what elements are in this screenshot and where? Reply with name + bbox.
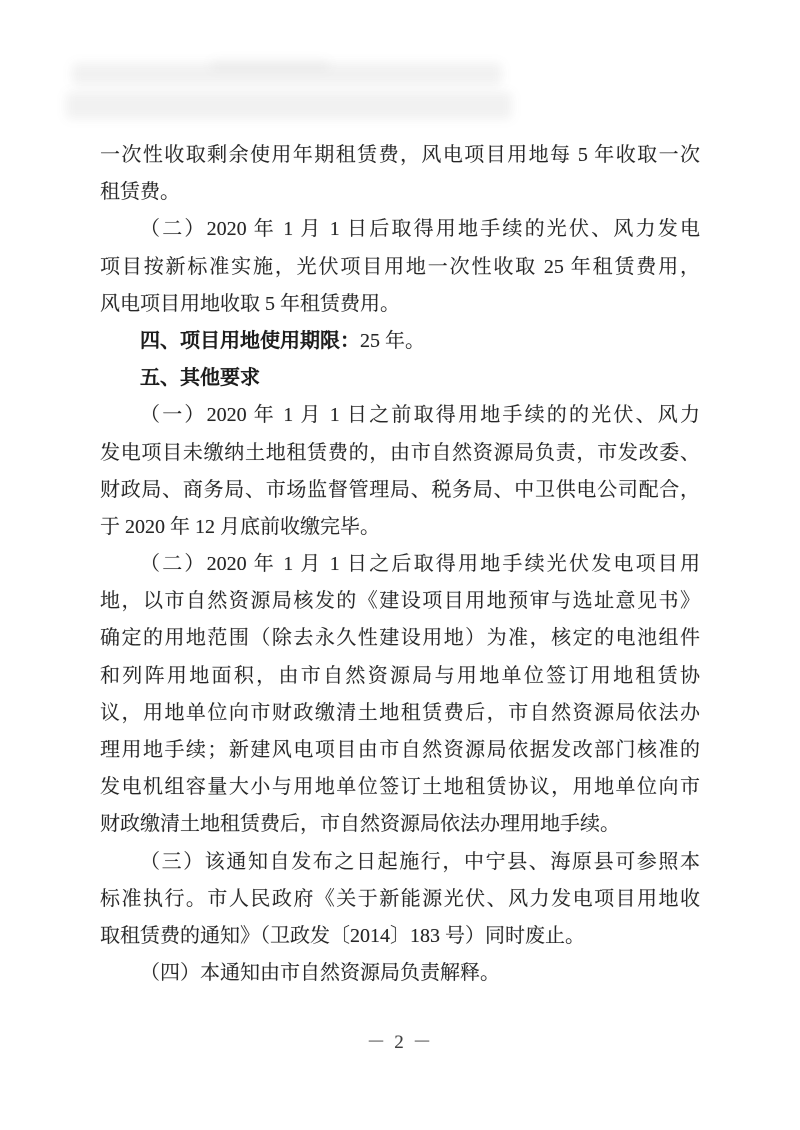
text-line: （三）该通知自发布之日起施行，中宁县、海原县可参照本 <box>140 850 700 873</box>
heading-section-5: 五、其他要求 <box>140 367 260 390</box>
text-line: 理用地手续；新建风电项目由市自然资源局依据发改部门核准的 <box>100 739 700 761</box>
text-line: 标准执行。市人民政府《关于新能源光伏、风力发电项目用地收 <box>100 887 700 910</box>
text-line: 租赁费。 <box>100 181 180 204</box>
text-line: 地，以市自然资源局核发的《建设项目用地预审与选址意见书》 <box>100 590 700 613</box>
text-line: 发电机组容量大小与用地单位签订土地租赁协议，用地单位向市 <box>100 776 700 799</box>
text-line: 和列阵用地面积，由市自然资源局与用地单位签订用地租赁协 <box>100 664 700 687</box>
text-line: （二）2020 年 1 月 1 日之后取得用地手续光伏发电项目用 <box>140 553 700 576</box>
heading-section-4-value: 25 年。 <box>360 329 425 352</box>
heading-section-4-label: 四、项目用地使用期限： <box>140 329 360 352</box>
text-line: 于 2020 年 12 月底前收缴完毕。 <box>100 515 380 538</box>
text-line: 发电项目未缴纳土地租赁费的，由市自然资源局负责，市发改委、 <box>100 441 700 464</box>
text-line: 议，用地单位向市财政缴清土地租赁费后，市自然资源局依法办 <box>100 701 700 724</box>
ink-bleed-artifact <box>66 92 512 119</box>
text-line: 风电项目用地收取 5 年租赁费用。 <box>100 292 400 315</box>
text-line: （一）2020 年 1 月 1 日之前取得用地手续的的光伏、风力 <box>140 404 700 427</box>
ink-bleed-artifact <box>210 60 330 70</box>
heading-section-4 <box>100 323 700 360</box>
text-line: 取租赁费的通知》（卫政发〔2014〕183 号）同时废止。 <box>100 924 585 947</box>
page-number: － 2 － <box>366 1032 434 1053</box>
text-line: （四）本通知由市自然资源局负责解释。 <box>140 962 500 985</box>
text-line: 一次性收取剩余使用年期租赁费，风电项目用地每 5 年收取一次 <box>100 144 700 166</box>
text-line: （二）2020 年 1 月 1 日后取得用地手续的光伏、风力发电 <box>140 218 700 241</box>
text-line: 确定的用地范围（除去永久性建设用地）为准，核定的电池组件 <box>100 627 700 650</box>
text-line: 项目按新标准实施，光伏项目用地一次性收取 25 年租赁费用， <box>100 255 700 278</box>
text-line: 财政局、商务局、市场监督管理局、税务局、中卫供电公司配合， <box>100 478 700 501</box>
body-text <box>100 137 700 992</box>
text-line: 财政缴清土地租赁费后，市自然资源局依法办理用地手续。 <box>100 813 620 836</box>
